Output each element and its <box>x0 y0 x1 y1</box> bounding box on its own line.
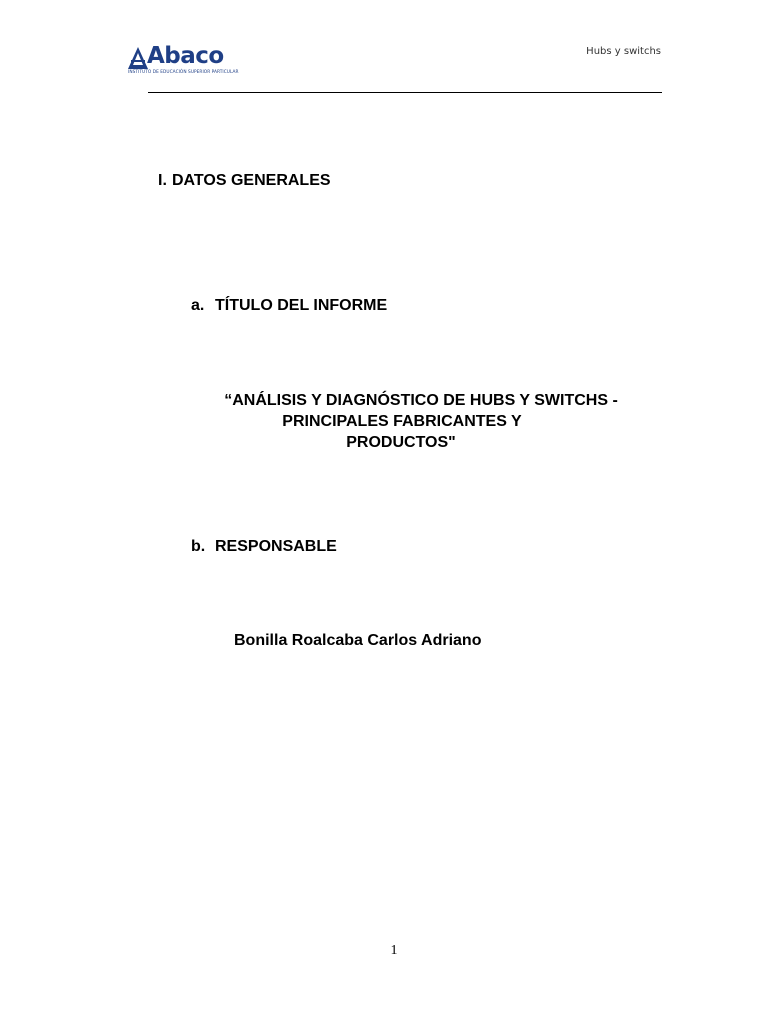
header-divider <box>148 92 662 93</box>
logo-wordmark: Abaco <box>147 43 224 69</box>
section-title: RESPONSABLE <box>215 538 337 555</box>
section-marker: b. <box>191 538 206 555</box>
page-number: 1 <box>390 943 398 958</box>
author-name: Bonilla Roalcaba Carlos Adriano <box>234 632 482 649</box>
logo-mark-icon <box>127 46 149 70</box>
section-heading-titulo-informe <box>191 296 387 316</box>
section-title: TÍTULO DEL INFORME <box>215 297 388 314</box>
logo-tagline: INSTITUTO DE EDUCACIÓN SUPERIOR PARTICULAR <box>128 70 239 75</box>
report-title-line: PRINCIPALES FABRICANTES Y <box>282 413 522 430</box>
section-heading-datos-generales <box>158 171 331 191</box>
report-title-line: “ANÁLISIS Y DIAGNÓSTICO DE HUBS Y SWITCHS - <box>224 392 618 409</box>
section-title: DATOS GENERALES <box>172 172 331 189</box>
abaco-logo <box>127 44 251 78</box>
report-title <box>196 390 676 453</box>
section-marker: I. <box>158 172 167 189</box>
section-heading-responsable <box>191 537 337 557</box>
section-marker: a. <box>191 297 205 314</box>
header-document-title: Hubs y switchs <box>586 46 661 57</box>
report-title-line: PRODUCTOS" <box>346 434 456 451</box>
